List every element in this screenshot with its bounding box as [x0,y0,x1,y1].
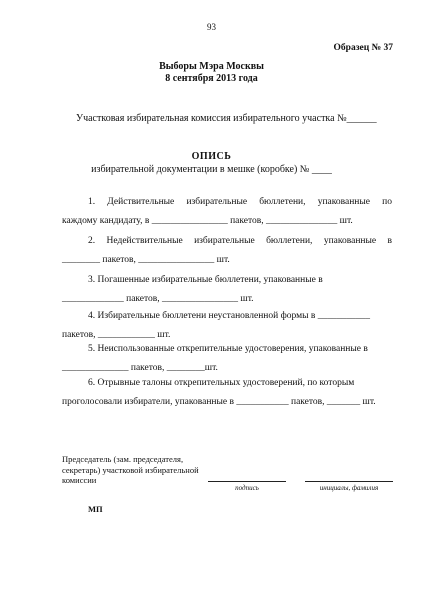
inventory-subheading: избирательной документации в мешке (коробке) № ____ [91,164,332,175]
stamp-label: МП [88,504,103,514]
item-1-line-1: 1. Действительные избирательные бюллетени, упакованные по [88,197,392,207]
page-number: 93 [207,22,216,32]
name-caption: инициалы, фамилия [319,484,379,492]
item-5-line-2: ______________ пакетов, ________шт. [62,363,218,373]
item-2-line-1: 2. Недействительные избирательные бюллетени, упакованные в [88,236,392,246]
inventory-item-5 [62,340,392,378]
inventory-item-3 [62,271,392,309]
title-line-2: 8 сентября 2013 года [165,73,258,84]
item-4-line-2: пакетов, ____________ шт. [62,330,171,340]
chair-line-2: секретарь) участковой избирательной [62,464,199,475]
item-6-line-1: 6. Отрывные талоны открепительных удостоверений, по которым [88,378,355,388]
inventory-item-2 [62,232,392,270]
inventory-item-6 [62,374,392,412]
title-line-1: Выборы Мэра Москвы [159,61,264,72]
inventory-item-1 [62,193,392,231]
item-6-line-2: проголосовали избиратели, упакованные в ___________ пакетов, _______ шт. [62,397,376,407]
sample-label: Образец № 37 [333,43,393,53]
item-2-line-2: ________ пакетов, ________________ шт. [62,255,230,265]
signature-caption: подпись [235,484,259,492]
item-3-line-2: _____________ пакетов, ________________ шт. [62,294,254,304]
commission-line: Участковая избирательная комиссия избирательного участка №______ [76,113,377,124]
item-5-line-1: 5. Неиспользованные открепительные удостоверения, упакованные в [88,344,368,354]
chair-line-3: комиссии [62,475,97,485]
item-4-line-1: 4. Избирательные бюллетени неустановленной формы в ___________ [88,311,370,321]
chairperson-label [62,454,212,486]
item-3-line-1: 3. Погашенные избирательные бюллетени, упакованные в [88,275,323,285]
inventory-heading: ОПИСЬ [191,151,232,162]
signature-line [208,481,286,482]
document-title [0,61,423,85]
chair-line-1: Председатель (зам. председателя, [62,454,184,464]
item-1-line-2: каждому кандидату, в ________________ пакетов, _______________ шт. [62,216,353,226]
name-line [305,481,393,482]
